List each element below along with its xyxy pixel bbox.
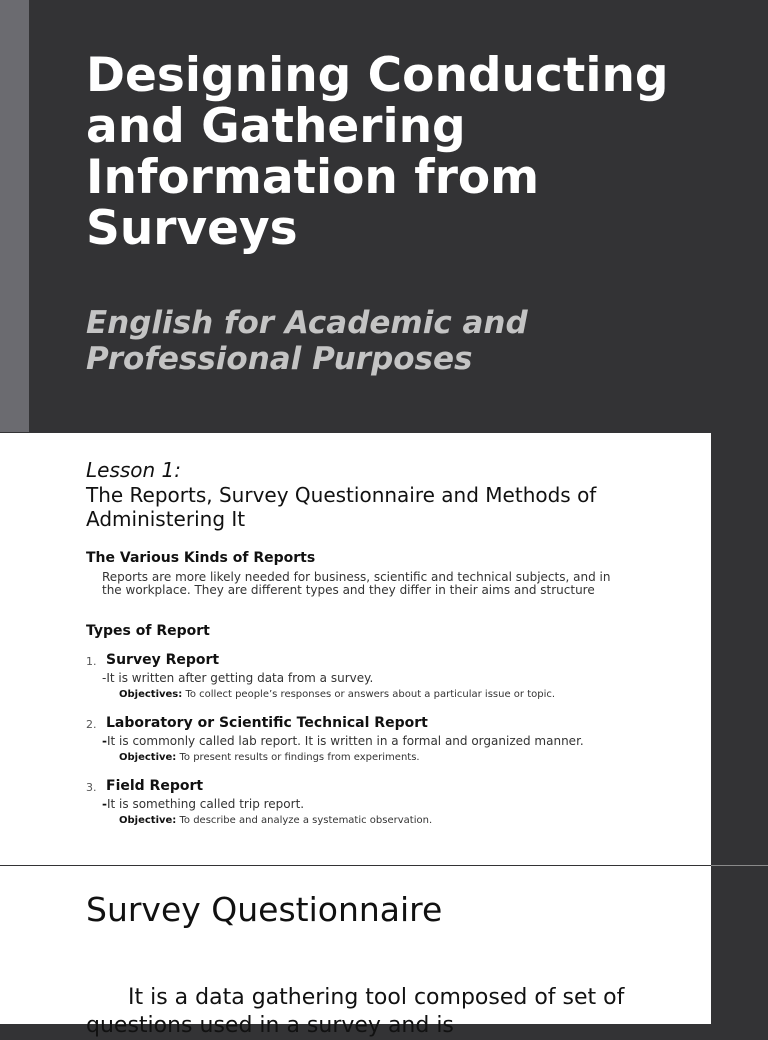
report-type-name: Field Report	[106, 778, 204, 794]
section-title: Survey Questionnaire	[86, 890, 443, 929]
lesson-slide	[0, 433, 711, 865]
objective-text: To present results or findings from experiments.	[179, 752, 420, 763]
objective-text: To collect people’s responses or answers about a particular issue or topic.	[185, 689, 556, 700]
title-slide	[0, 0, 768, 432]
description-text: It is something called trip report.	[106, 797, 305, 811]
objective-label: Objective:	[119, 752, 177, 763]
item-number: 3.	[86, 781, 97, 794]
types-heading: Types of Report	[86, 623, 210, 639]
objective-label: Objective:	[119, 815, 177, 826]
accent-bar	[0, 0, 29, 432]
item-number: 1.	[86, 655, 97, 668]
item-number: 2.	[86, 718, 97, 731]
dash: -	[102, 797, 107, 811]
objective-label: Objectives:	[119, 689, 183, 700]
document-title: Designing Conducting and Gathering Information from Surveys	[86, 48, 669, 256]
report-type-objective	[119, 815, 432, 826]
report-type-name: Survey Report	[106, 652, 220, 668]
lesson-label: Lesson 1:	[86, 458, 182, 482]
report-type-description	[102, 797, 304, 811]
lesson-title: The Reports, Survey Questionnaire and Methods of Administering It	[86, 483, 597, 531]
report-type-description	[102, 671, 373, 685]
dash: -	[102, 734, 107, 748]
report-type-description	[102, 734, 584, 748]
document-subtitle: English for Academic and Professional Purposes	[86, 305, 528, 377]
description-text: It is written after getting data from a survey.	[106, 671, 374, 685]
kinds-description: Reports are more likely needed for business, scientific and technical subjects, and in the workplace. They are different types and they differ in their aims and structure	[102, 570, 611, 597]
report-type-name: Laboratory or Scientific Technical Report	[106, 715, 428, 731]
description-text: It is commonly called lab report. It is written in a formal and organized manner.	[106, 734, 584, 748]
questionnaire-slide	[0, 866, 711, 1038]
report-type-objective	[119, 689, 555, 700]
section-body: It is a data gathering tool composed of set of questions used in a survey and is	[86, 985, 625, 1038]
objective-text: To describe and analyze a systematic observation.	[179, 815, 433, 826]
slide-divider	[711, 865, 768, 866]
dash: -	[102, 671, 107, 685]
kinds-heading: The Various Kinds of Reports	[86, 550, 316, 566]
report-type-objective	[119, 752, 420, 763]
